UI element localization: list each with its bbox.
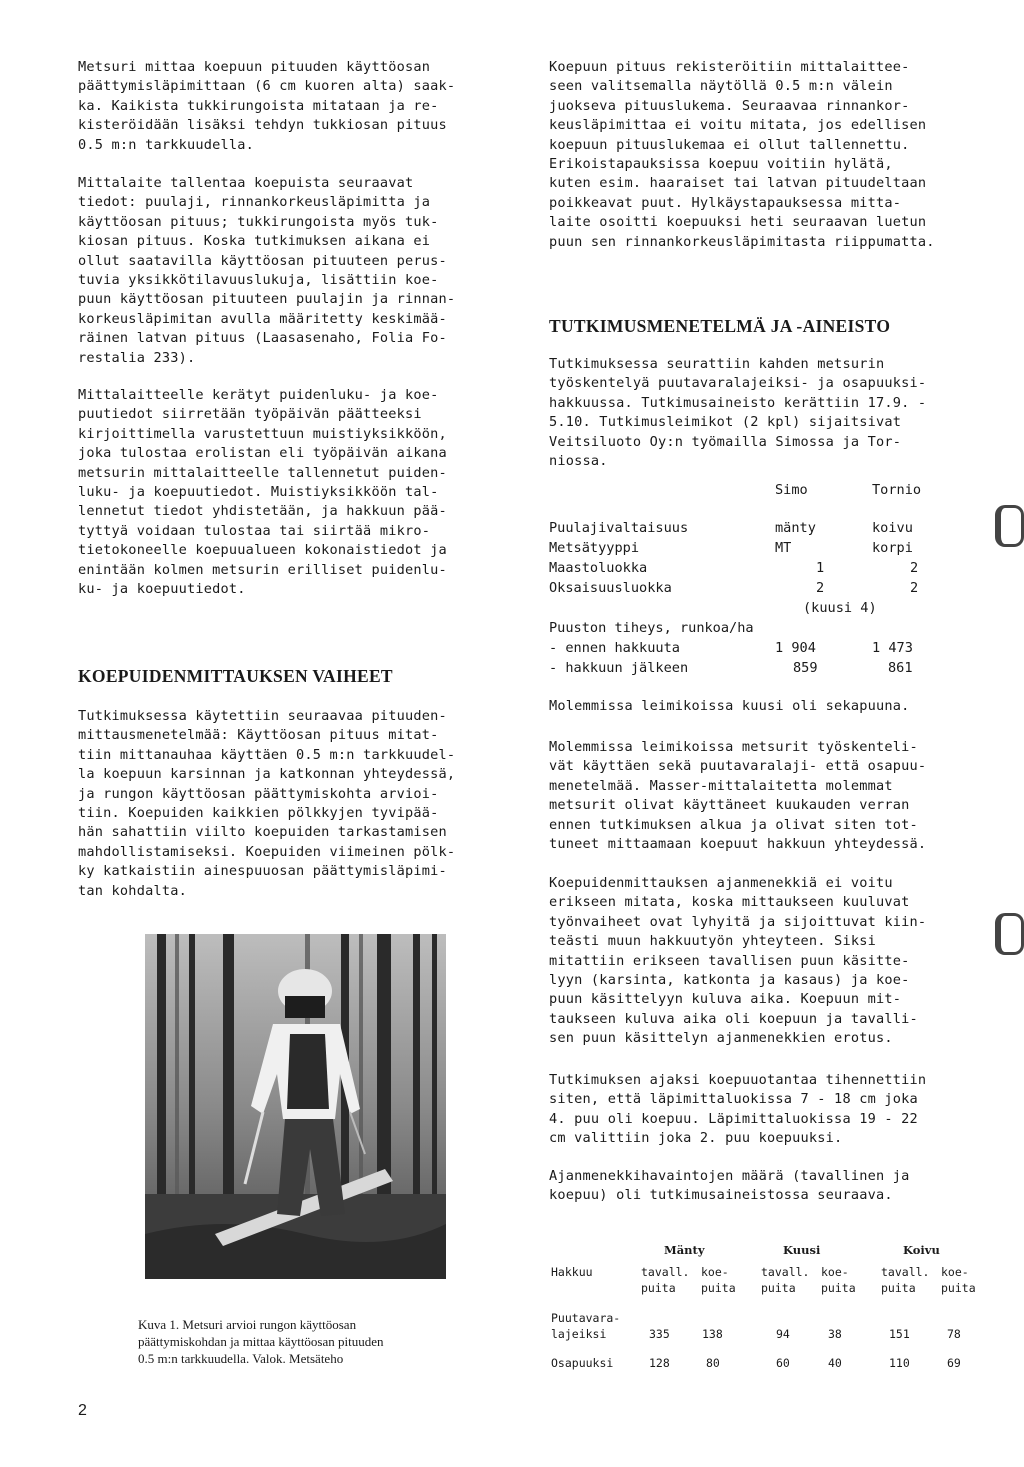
left-paragraph-3: Mittalaitteelle kerätyt puidenluku- ja koe- puutiedot siirretään työpäivän päätteeksi kirjoittimella varustettuun muistiyksikköön, joka tulostaa erolistan eli työpäivän aikana metsurin mittalaitteelle tallennetut puiden- luku- ja koepuutiedot. Muistiyksikköön tal- lennetut tiedot yhdistetään, ja hakkuun pää- tyttyä voidaan tulostaa tai siirtää mikro- tietokoneelle koepuualueen kokonaistiedot ja enintään kolmen metsurin erilliset puidenlu- ku- ja koepuutiedot. xyxy=(78,387,447,598)
obs-sub-header: koe- xyxy=(701,1265,729,1279)
obs-sub-header: koe- xyxy=(821,1265,849,1279)
right-paragraph-6: Tutkimuksen ajaksi koepuuotantaa tihennettiin siten, että läpimittaluokissa 7 - 18 cm joka 4. puu oli koepuu. Läpimittaluokissa 19 - 22 cm valittiin joka 2. puu koepuuksi. xyxy=(549,1072,927,1147)
site-row-tornio: 2 xyxy=(910,580,919,596)
obs-sub-header: puita xyxy=(761,1281,796,1295)
obs-cell: 335 xyxy=(649,1327,670,1341)
obs-sub-header: puita xyxy=(881,1281,916,1295)
obs-sub-header: tavall. xyxy=(761,1265,810,1279)
obs-sub-header: tavall. xyxy=(641,1265,690,1279)
site-row-simo: mänty xyxy=(775,520,816,536)
obs-cell: 78 xyxy=(947,1327,961,1341)
obs-cell: 138 xyxy=(702,1327,723,1341)
obs-group-header: Koivu xyxy=(903,1243,940,1257)
obs-cell: 60 xyxy=(776,1356,790,1370)
obs-group-header: Kuusi xyxy=(783,1243,821,1257)
site-col-simo: Simo xyxy=(775,482,808,498)
binder-hole-mark xyxy=(995,913,1024,955)
left-paragraph-1: Metsuri mittaa koepuun pituuden käyttöosan päättymisläpimittaan (6 cm kuoren alta) saak- ka. Kaikista tukkirungoista mitataan ja re- kisteröidään lisäksi tehdyn tukkiosan pituus 0.5 m:n tarkkuudella. xyxy=(78,59,456,153)
site-row-label: Oksaisuusluokka xyxy=(549,580,672,596)
site-row-tornio: korpi xyxy=(872,540,913,556)
obs-sub-header: puita xyxy=(701,1281,736,1295)
site-note: (kuusi 4) xyxy=(803,600,877,616)
obs-row-label: lajeiksi xyxy=(551,1327,607,1341)
site-col-tornio: Tornio xyxy=(872,482,922,498)
obs-cell: 38 xyxy=(828,1327,842,1341)
photo-caption: Kuva 1. Metsuri arvioi rungon käyttöosan päättymiskohdan ja mittaa käyttöosan pituuden 0.5 m:n tarkkuudella. Valok. Metsäteho xyxy=(138,1317,384,1366)
section-heading-koepuiden: KOEPUIDENMITTAUKSEN VAIHEET xyxy=(78,666,393,686)
density-row-simo: 859 xyxy=(793,660,818,676)
site-row-simo: MT xyxy=(775,540,792,556)
right-paragraph-4: Molemmissa leimikoissa metsurit työskenteli- vät käyttäen sekä puutavaralaji- että osapuu- menetelmää. Masser-mittalaitetta molemmat metsurit olivat käyttäneet kuukauden verran ennen tutkimuksen alkua ja olivat siten tot- tuneet mittaamaan koepuut hakkuun yhteydessä. xyxy=(549,739,927,853)
site-row-simo: 2 xyxy=(816,580,825,596)
obs-cell: 128 xyxy=(649,1356,670,1370)
site-row-tornio: koivu xyxy=(872,520,913,536)
site-row-label: Metsätyyppi xyxy=(549,540,640,556)
right-paragraph-5: Koepuidenmittauksen ajanmenekkiä ei voitu erikseen mitata, koska mittaukseen kuuluvat työnvaiheet ovat lyhyitä ja sijoittuvat kiin- teästi muun hakkuutyön yhteyteen. Siksi mitattiin erikseen tavallisen puun käsitte- lyyn (karsinta, katkonta ja kasaus) ja koe- puun käsittelyyn kuluva aika. Koepuun mit- taukseen kuluva aika oli koepuun ja tavalli- sen puun käsittelyn ajanmenekkien erotus. xyxy=(549,875,927,1047)
right-paragraph-7: Ajanmenekkihavaintojen määrä (tavallinen ja koepuu) oli tutkimusaineistossa seuraava. xyxy=(549,1168,910,1204)
left-paragraph-4: Tutkimuksessa käytettiin seuraavaa pituuden- mittausmenetelmää: Käyttöosan pituus mitat- tiin mittanauhaa käyttäen 0.5 m:n tarkkuudel- la koepuun karsinnan ja katkonnan yhteydessä, ja rungon käyttöosan päättymiskohta arvioi- tiin. Koepuiden kaikkien pölkkyjen tyvipää- hän sahattiin viilto koepuiden tarkastamisen mahdollistamiseksi. Koepuiden viimeinen pölk- ky katkaistiin ainespuuosan päättymisläpimi- tan kohdalta. xyxy=(78,708,456,899)
obs-cell: 110 xyxy=(889,1356,910,1370)
obs-cell: 80 xyxy=(706,1356,720,1370)
density-row-simo: 1 904 xyxy=(775,640,816,656)
obs-sub-header: koe- xyxy=(941,1265,969,1279)
obs-cell: 94 xyxy=(776,1327,790,1341)
right-paragraph-2: Tutkimuksessa seurattiin kahden metsurin työskentelyä puutavaralajeiksi- ja osapuuksi- hakkuussa. Tutkimusaineisto kerättiin 17.9. - 5.10. Tutkimusleimikot (2 kpl) sijaitsivat Veitsiluoto Oy:n työmailla Simossa ja Tor- niossa. xyxy=(549,356,927,470)
obs-sub-header: tavall. xyxy=(881,1265,930,1279)
left-paragraph-2: Mittalaite tallentaa koepuista seuraavat tiedot: puulaji, rinnankorkeusläpimitta ja käyttöosan pituus; tukkirungoista myös tuk- kiosan pituus. Koska tutkimuksen aikana ei ollut saatavilla käyttöosan pituuteen perus- tuvia yksikkötilavuuslukuja, lisättiin koe- puun käyttöosan pituuteen puulajin ja rinnan- korkeusläpimitan avulla määritetty keskimää- räinen latvan pituus (Laasasenaho, Folia Fo- restalia 233). xyxy=(78,175,456,366)
right-paragraph-3: Molemmissa leimikoissa kuusi oli sekapuuna. xyxy=(549,698,910,714)
obs-cell: 40 xyxy=(828,1356,842,1370)
obs-sub-header: puita xyxy=(941,1281,976,1295)
density-row-tornio: 861 xyxy=(888,660,913,676)
right-paragraph-1: Koepuun pituus rekisteröitiin mittalaittee- seen valitsemalla näytöllä 0.5 m:n välein juokseva pituuslukema. Seuraavaa rinnankor- keusläpimittaa ei voitu mitata, jos edellisen koepuun pituuslukemaa ei ollut tallennettu. Erikoistapauksissa koepuu voitiin hylätä, kuten esim. haaraiset tai latvan pituudeltaan poikkeavat puut. Hylkäystapauksessa mitta- laite osoitti koepuuksi heti seuraavan luetun puun sen rinnankorkeusläpimitasta riippumatta. xyxy=(549,59,935,250)
density-row-label: - ennen hakkuuta xyxy=(549,640,680,656)
obs-row-header: Hakkuu xyxy=(551,1265,593,1279)
site-row-tornio: 2 xyxy=(910,560,919,576)
site-row-simo: 1 xyxy=(816,560,825,576)
obs-sub-header: puita xyxy=(641,1281,676,1295)
density-row-tornio: 1 473 xyxy=(872,640,913,656)
obs-row-label: Puutavara- xyxy=(551,1311,621,1325)
site-row-label: Puulajivaltaisuus xyxy=(549,520,689,536)
obs-cell: 151 xyxy=(889,1327,910,1341)
obs-group-header: Mänty xyxy=(664,1243,705,1257)
obs-sub-header: puita xyxy=(821,1281,856,1295)
page-number: 2 xyxy=(78,1402,87,1419)
density-row-label: - hakkuun jälkeen xyxy=(549,660,689,676)
binder-hole-mark xyxy=(995,505,1024,547)
obs-row-label: Osapuuksi xyxy=(551,1356,614,1370)
section-heading-tutkimusmenetelma: TUTKIMUSMENETELMÄ JA -AINEISTO xyxy=(549,316,891,336)
forest-worker-photo xyxy=(145,934,446,1279)
obs-cell: 69 xyxy=(947,1356,961,1370)
density-label: Puuston tiheys, runkoa/ha xyxy=(549,620,754,636)
site-row-label: Maastoluokka xyxy=(549,560,648,576)
